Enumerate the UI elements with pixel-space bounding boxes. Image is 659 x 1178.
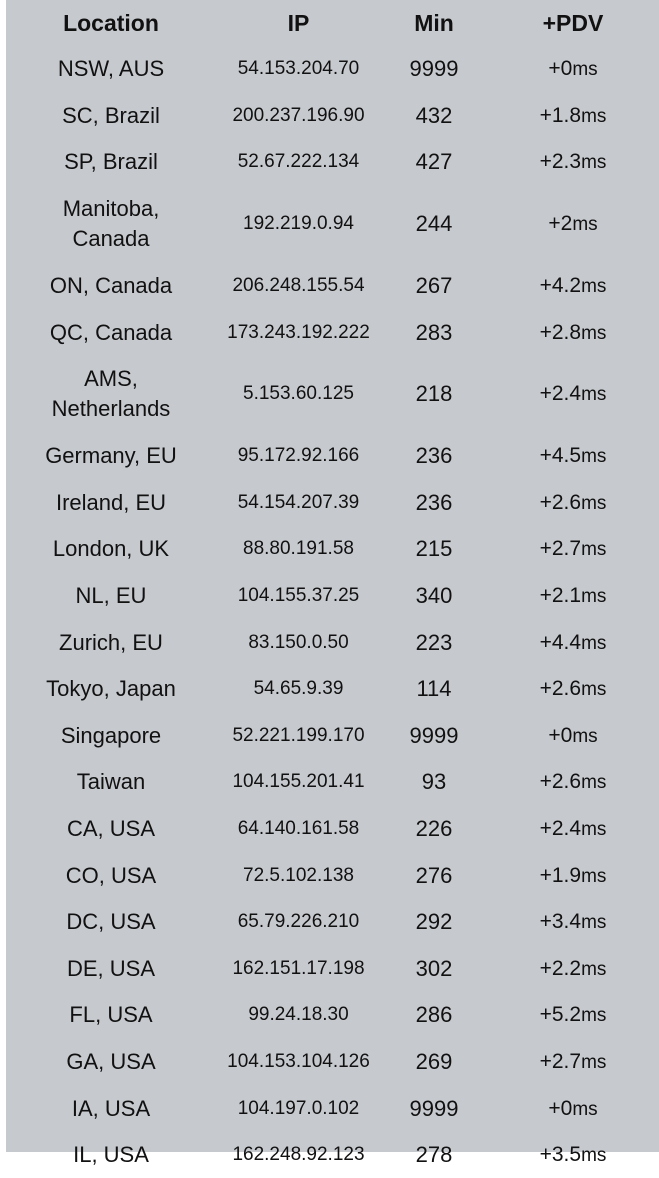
ip-cell: 99.24.18.30 (248, 1004, 349, 1026)
ip-cell: 52.221.199.170 (232, 724, 365, 746)
pdv-unit: ms (581, 958, 607, 980)
ip-cell: 64.140.161.58 (237, 818, 360, 840)
server-table (6, 0, 659, 1178)
table-row[interactable] (6, 946, 659, 993)
pdv-value: +4.5 (539, 444, 582, 468)
table-row[interactable] (6, 852, 659, 899)
min-cell: 9999 (409, 722, 459, 748)
pdv-value: +2.3 (539, 150, 582, 174)
table-row[interactable] (6, 480, 659, 527)
location-cell: Zurich, EU (59, 629, 163, 655)
pdv-unit: ms (581, 1144, 607, 1166)
pdv-unit: ms (581, 679, 607, 701)
pdv-cell (487, 852, 659, 899)
pdv-unit: ms (581, 632, 607, 654)
pdv-cell (487, 139, 659, 186)
pdv-value: +2.7 (539, 537, 582, 561)
pdv-value: +2.4 (539, 817, 582, 841)
min-cell: 9999 (409, 1095, 459, 1121)
min-cell: 292 (415, 909, 453, 935)
location-cell: QC, Canada (49, 319, 173, 345)
ip-cell: 83.150.0.50 (248, 631, 349, 653)
location-cell: GA, USA (66, 1048, 156, 1074)
header-ip: IP (287, 9, 310, 36)
location-cell: Germany, EU (45, 443, 177, 469)
location-cell: NL, EU (75, 583, 147, 609)
pdv-cell (487, 433, 659, 480)
pdv-cell (487, 263, 659, 310)
pdv-cell (487, 899, 659, 946)
header-pdv: +PDV (542, 9, 604, 36)
table-row[interactable] (6, 899, 659, 946)
location-cell: IA, USA (71, 1095, 151, 1121)
table-row[interactable] (6, 433, 659, 480)
pdv-cell (487, 93, 659, 140)
pdv-value: +2.1 (539, 584, 582, 608)
table-row[interactable] (6, 46, 659, 93)
table-row[interactable] (6, 573, 659, 620)
min-cell: 269 (415, 1048, 453, 1074)
min-cell: 9999 (409, 56, 459, 82)
pdv-value: +3.5 (539, 1142, 582, 1166)
min-cell: 267 (415, 273, 453, 299)
pdv-cell (487, 619, 659, 666)
ip-cell: 72.5.102.138 (243, 864, 354, 886)
pdv-value: +2 (548, 212, 573, 236)
pdv-cell (487, 806, 659, 853)
table-row[interactable] (6, 759, 659, 806)
pdv-cell (487, 573, 659, 620)
pdv-unit: ms (581, 384, 607, 406)
pdv-value: +1.9 (539, 863, 582, 887)
min-cell: 286 (415, 1002, 453, 1028)
min-cell: 93 (421, 769, 447, 795)
pdv-cell (487, 713, 659, 760)
pdv-cell (487, 666, 659, 713)
location-cell: CA, USA (66, 816, 156, 842)
pdv-value: +5.2 (539, 1003, 582, 1027)
ip-cell: 95.172.92.166 (237, 445, 360, 467)
pdv-unit: ms (581, 865, 607, 887)
pdv-cell (487, 480, 659, 527)
location-cell: London, UK (52, 536, 170, 562)
min-cell: 302 (415, 955, 453, 981)
location-cell: DC, USA (66, 909, 156, 935)
table-body (6, 46, 659, 1178)
pdv-cell (487, 946, 659, 993)
ip-cell: 5.153.60.125 (243, 383, 354, 405)
ip-cell: 173.243.192.222 (227, 321, 370, 343)
table-row[interactable] (6, 356, 659, 433)
min-cell: 340 (415, 583, 453, 609)
header-row (6, 0, 659, 46)
table-row[interactable] (6, 666, 659, 713)
ip-cell: 206.248.155.54 (232, 275, 365, 297)
header-min: Min (414, 9, 454, 36)
server-list-panel (6, 0, 659, 1167)
pdv-unit: ms (581, 539, 607, 561)
min-cell: 427 (415, 149, 453, 175)
min-cell: 236 (415, 489, 453, 515)
location-cell: IL, USA (73, 1141, 149, 1167)
table-row[interactable] (6, 263, 659, 310)
pdv-cell (487, 356, 659, 433)
table-row[interactable] (6, 806, 659, 853)
location-cell: Singapore (60, 722, 162, 748)
pdv-value: +4.2 (539, 274, 582, 298)
location-cell: Taiwan (76, 769, 146, 795)
location-cell: ON, Canada (49, 273, 173, 299)
pdv-cell (487, 1132, 659, 1178)
min-cell: 218 (415, 381, 453, 407)
ip-cell: 88.80.191.58 (243, 538, 354, 560)
pdv-value: +2.7 (539, 1049, 582, 1073)
pdv-unit: ms (581, 276, 607, 298)
ip-cell: 162.151.17.198 (232, 957, 365, 979)
pdv-unit: ms (581, 1005, 607, 1027)
pdv-unit: ms (581, 492, 607, 514)
pdv-value: +2.6 (539, 770, 582, 794)
min-cell: 215 (415, 536, 453, 562)
pdv-value: +0 (548, 723, 573, 747)
ip-cell: 162.248.92.123 (232, 1143, 365, 1165)
location-cell: CO, USA (65, 862, 157, 888)
location-cell: SP, Brazil (64, 149, 158, 175)
min-cell: 226 (415, 816, 453, 842)
min-cell: 278 (415, 1141, 453, 1167)
table-row[interactable] (6, 619, 659, 666)
pdv-unit: ms (572, 214, 598, 236)
pdv-unit: ms (572, 1098, 598, 1120)
min-cell: 114 (416, 676, 452, 702)
table-row[interactable] (6, 992, 659, 1039)
location-cell: SC, Brazil (62, 102, 160, 128)
location-cell: Manitoba, Canada (62, 196, 160, 252)
ip-cell: 54.154.207.39 (237, 491, 360, 513)
pdv-cell (487, 1085, 659, 1132)
location-cell: Ireland, EU (55, 489, 167, 515)
pdv-value: +3.4 (539, 910, 582, 934)
table-header (6, 0, 659, 46)
table-row[interactable] (6, 1085, 659, 1132)
pdv-cell (487, 186, 659, 263)
min-cell: 276 (415, 862, 453, 888)
ip-cell: 65.79.226.210 (237, 911, 360, 933)
pdv-cell (487, 992, 659, 1039)
pdv-cell (487, 46, 659, 93)
location-cell: Tokyo, Japan (46, 676, 176, 702)
ip-cell: 104.197.0.102 (237, 1097, 360, 1119)
pdv-unit: ms (581, 322, 607, 344)
pdv-unit: ms (581, 446, 607, 468)
pdv-value: +2.8 (539, 320, 582, 344)
ip-cell: 54.153.204.70 (237, 58, 360, 80)
pdv-value: +1.8 (539, 103, 582, 127)
location-cell: FL, USA (69, 1002, 153, 1028)
table-row[interactable] (6, 186, 659, 263)
pdv-unit: ms (581, 152, 607, 174)
min-cell: 236 (415, 443, 453, 469)
pdv-unit: ms (581, 1051, 607, 1073)
ip-cell: 192.219.0.94 (243, 213, 354, 235)
ip-cell: 52.67.222.134 (237, 151, 360, 173)
header-location: Location (63, 9, 159, 36)
pdv-value: +2.2 (539, 956, 582, 980)
pdv-unit: ms (581, 912, 607, 934)
pdv-unit: ms (581, 105, 607, 127)
pdv-unit: ms (572, 59, 598, 81)
ip-cell: 104.155.37.25 (237, 585, 360, 607)
pdv-cell (487, 1039, 659, 1086)
min-cell: 244 (415, 211, 453, 237)
pdv-cell (487, 526, 659, 573)
table-row[interactable] (6, 309, 659, 356)
pdv-cell (487, 759, 659, 806)
table-row[interactable] (6, 526, 659, 573)
min-cell: 432 (415, 102, 453, 128)
min-cell: 283 (415, 319, 453, 345)
location-cell: AMS, Netherlands (51, 366, 171, 422)
ip-cell: 200.237.196.90 (232, 104, 365, 126)
pdv-value: +0 (548, 1096, 573, 1120)
table-row[interactable] (6, 93, 659, 140)
pdv-value: +4.4 (539, 630, 582, 654)
table-row[interactable] (6, 139, 659, 186)
location-cell: NSW, AUS (57, 56, 165, 82)
pdv-unit: ms (581, 586, 607, 608)
ip-cell: 104.155.201.41 (232, 771, 365, 793)
ip-cell: 104.153.104.126 (227, 1050, 370, 1072)
pdv-value: +0 (548, 57, 573, 81)
pdv-value: +2.4 (539, 382, 582, 406)
min-cell: 223 (415, 629, 453, 655)
pdv-unit: ms (581, 819, 607, 841)
table-row[interactable] (6, 713, 659, 760)
table-row[interactable] (6, 1132, 659, 1178)
pdv-value: +2.6 (539, 677, 582, 701)
pdv-cell (487, 309, 659, 356)
pdv-unit: ms (581, 772, 607, 794)
table-row[interactable] (6, 1039, 659, 1086)
pdv-value: +2.6 (539, 490, 582, 514)
location-cell: DE, USA (66, 955, 156, 981)
pdv-unit: ms (572, 725, 598, 747)
ip-cell: 54.65.9.39 (253, 678, 344, 700)
